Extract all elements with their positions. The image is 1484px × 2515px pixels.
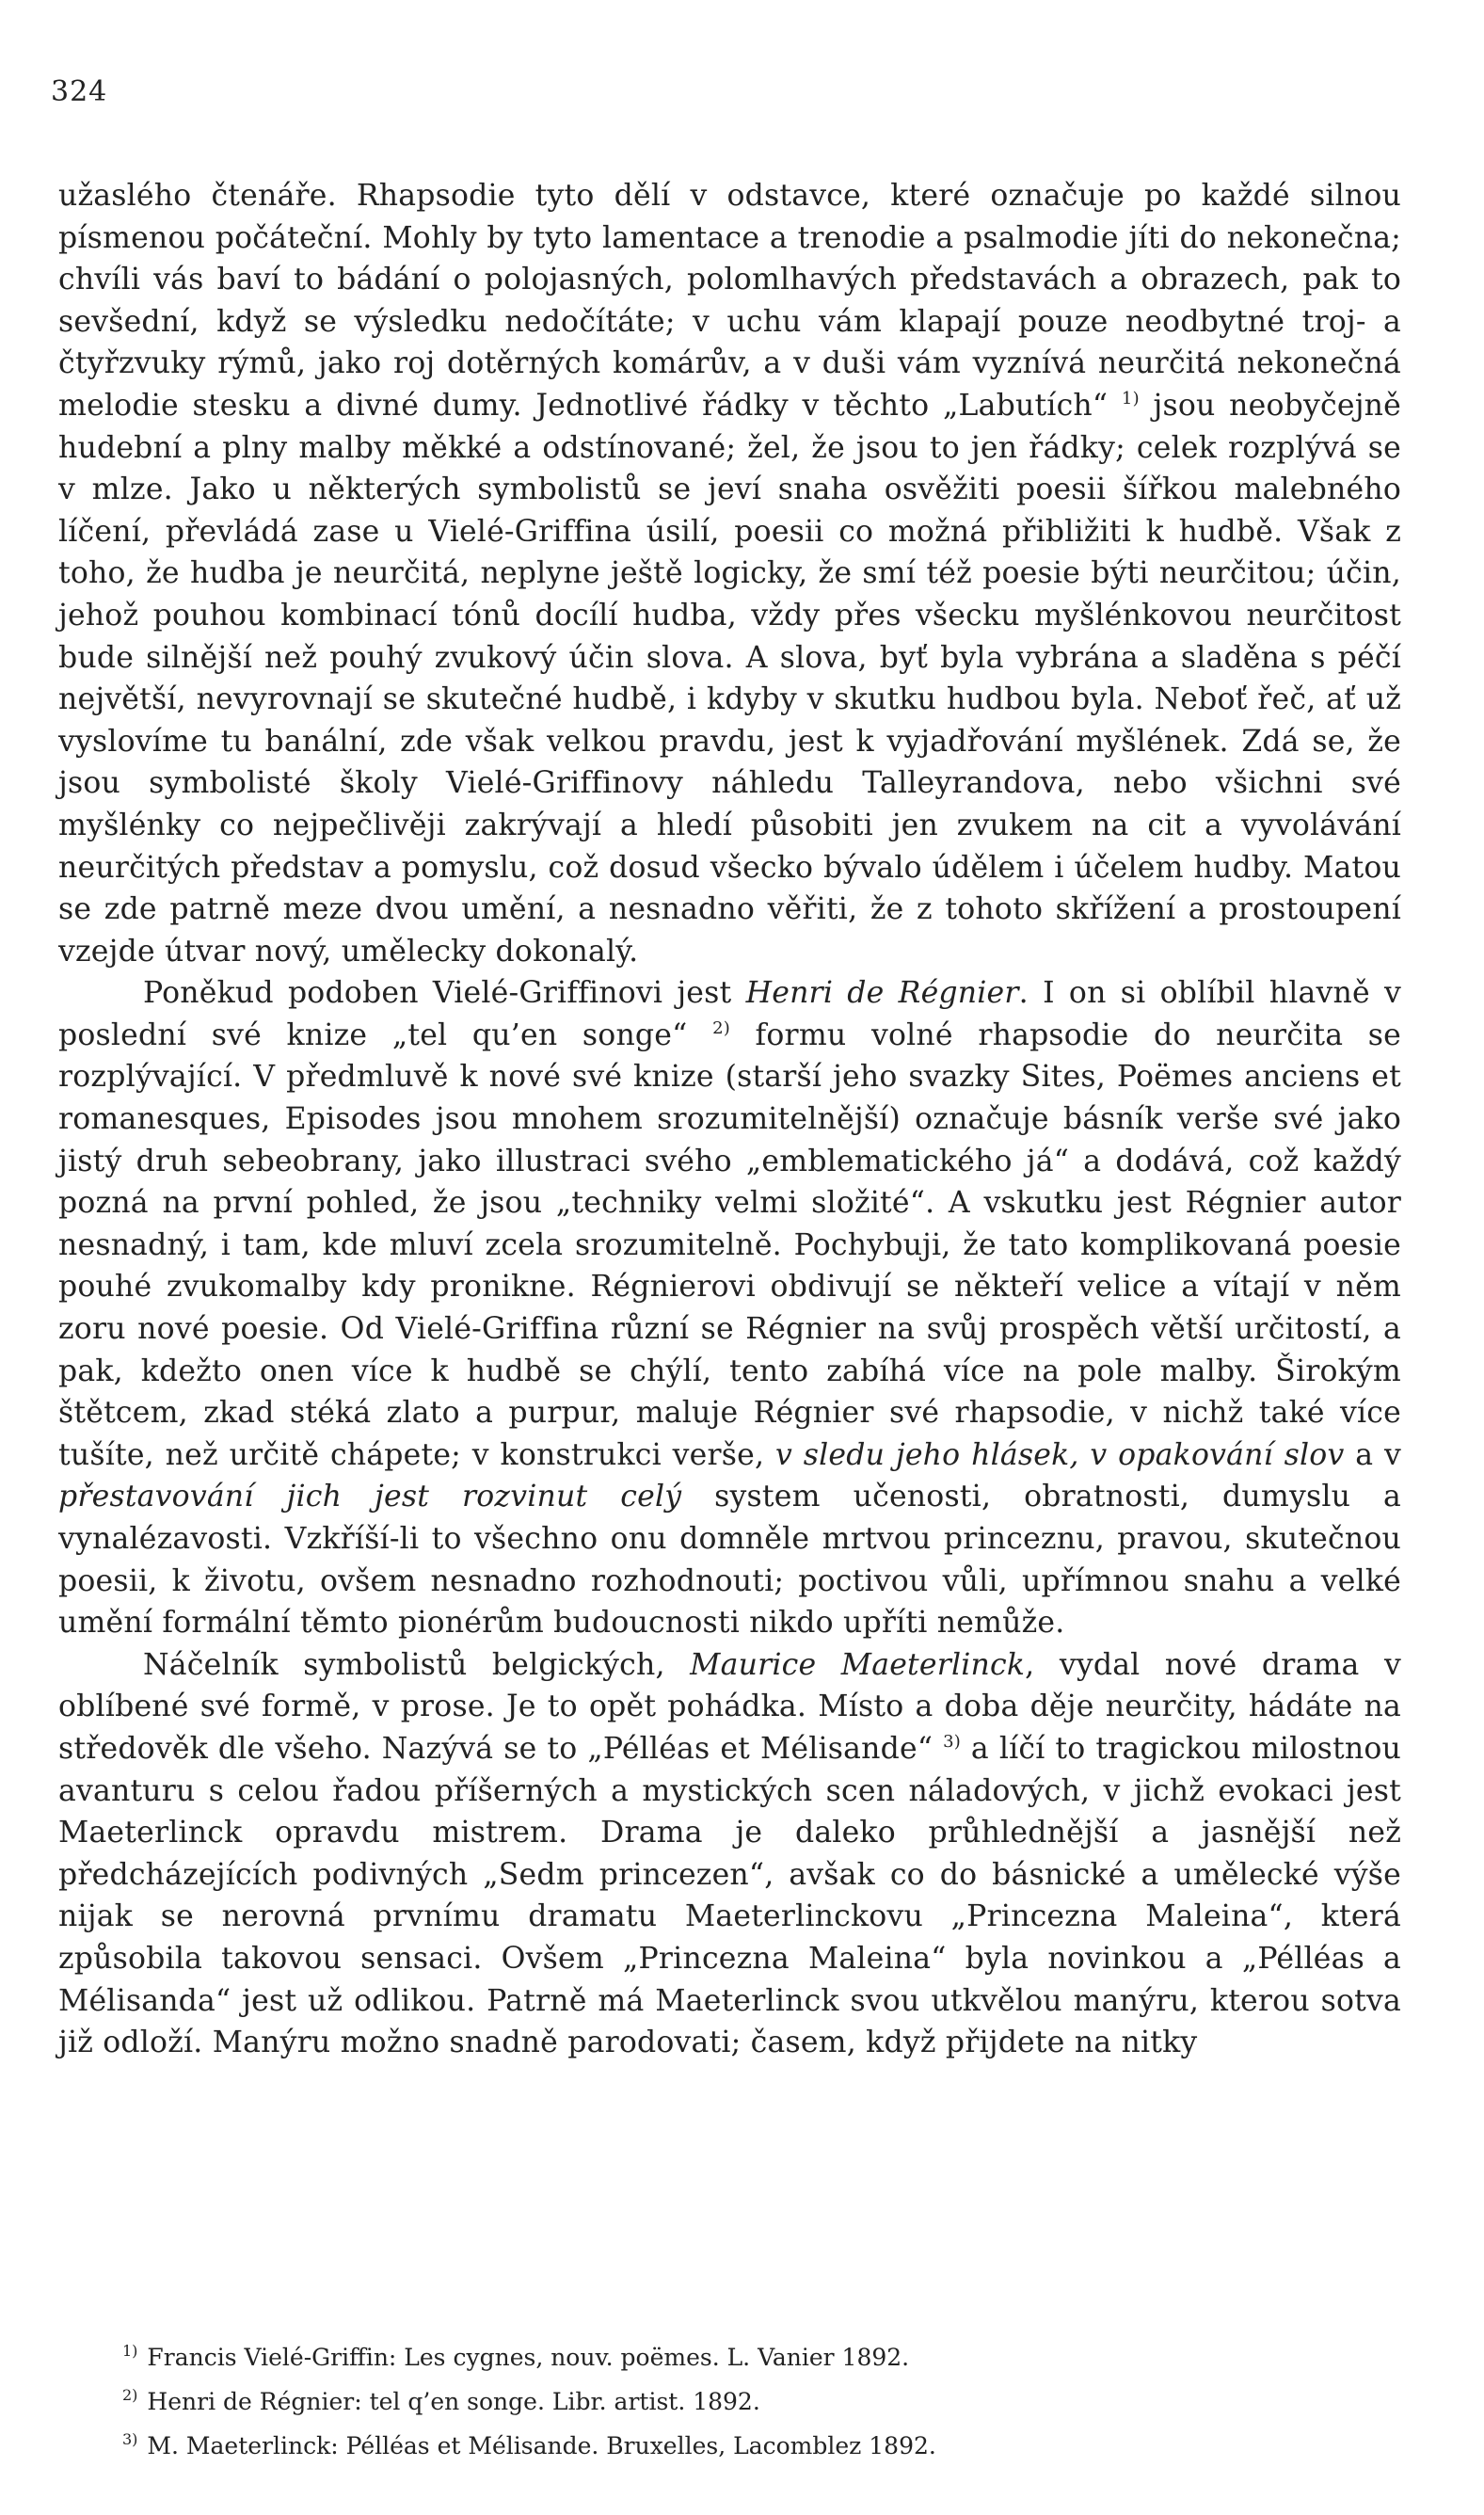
paragraph-2-text-b: . I on si oblíbil hlavně v poslední své knize „tel qu’en songe“ (58, 976, 1401, 1052)
paragraph-3-text-a: Náčelník symbolistů belgických, (143, 1647, 691, 1682)
paragraph-3-text-b: , vydal nové drama v oblíbené své formě, v prose. Je to opět pohádka. Místo a doba děje neurčity, hádáte na středověk dle všeho. Nazývá se to „Pélléas et Mélisande“ (58, 1647, 1401, 1766)
footnote-1-text: Francis Vielé-Griffin: Les cygnes, nouv. poëmes. L. Vanier 1892. (147, 2344, 910, 2371)
page-number: 324 (51, 75, 108, 108)
author-name-regnier: Henri de Régnier (745, 976, 1019, 1011)
footnote-1 (122, 2332, 1401, 2377)
italic-phrase-2: přestavování jich jest rozvinut celý (58, 1480, 682, 1514)
italic-phrase-1: v sledu jeho hlásek, v opakování slov (774, 1437, 1345, 1472)
paragraph-3 (58, 1644, 1401, 2064)
body-text (58, 175, 1401, 2064)
paragraph-2 (58, 972, 1401, 1644)
footnote-ref-1: 1) (1121, 388, 1140, 408)
paragraph-1 (58, 175, 1401, 972)
paragraph-2-text-e: system učenosti, obratnosti, dumyslu a vynalézavosti. Vzkříší-li to všechno onu domněle mrtvou princeznu, pravou, skutečnou poesii, k životu, ovšem nesnadno rozhodnouti; poctivou vůli, upřímnou snahu a velké umění formální těmto pionérům budoucnosti nikdo upříti nemůže. (58, 1480, 1402, 1641)
paragraph-1-text-a: užaslého čtenáře. Rhapsodie tyto dělí v odstavce, které označuje po každé silnou písmenou počáteční. Mohly by tyto lamentace a trenodie a psalmodie jíti do nekonečna; chvíli vás baví to bádání o polojasných, polomlhavých představách a obrazech, pak to sevšední, když se výsledku nedočítáte; v uchu vám klapají pouze neodbytné troj- a čtyřzvuky rýmů, jako roj dotěrných komárův, a v duši vám vyznívá neurčitá nekonečná melodie stesku a divné dumy. Jednotlivé řádky v těchto „Labutích“ (58, 179, 1401, 423)
footnote-3-mark: 3) (122, 2430, 138, 2448)
paragraph-1-text-b: jsou neobyčejně hudební a plny malby měkké a odstínované; žel, že jsou to jen řádky; celek rozplývá se v mlze. Jako u některých symbolistů se jeví snaha osvěžiti poesii šířkou malebného líčení, převládá zase u Vielé-Griffina úsilí, poesii co možná přibližiti k hudbě. Však z toho, že hudba je neurčitá, neplyne ještě logicky, že smí též poesie býti neurčitou; účin, jehož pouhou kombinací tónů docílí hudba, vždy přes všecku myšlénkovou neurčitost bude silnější než pouhý zvukový účin slova. A slova, byť byla vybrána a sladěna s péčí největší, nevyrovnají se skutečné hudbě, i kdyby v skutku hudbou byla. Neboť řeč, ať už vyslovíme tu banální, zde však velkou pravdu, jest k vyjadřování myšlének. Zdá se, že jsou symbolisté školy Vielé-Griffinovy náhledu Talleyrandova, nebo všichni své myšlénky co nejpečlivěji zakrývají a hledí působiti jen zvukem na cit a vyvolávání neurčitých představ a pomyslu, což dosud všecko bývalo údělem i účelem hudby. Matou se zde patrně meze dvou umění, a nesnadno věřiti, že z tohoto skřížení a prostoupení vzejde útvar nový, umělecky dokonalý. (58, 388, 1401, 969)
footnote-ref-2: 2) (712, 1017, 730, 1038)
footnote-2-mark: 2) (122, 2386, 138, 2404)
paragraph-2-text-d: a v (1344, 1437, 1401, 1472)
footnote-1-mark: 1) (122, 2342, 138, 2360)
paragraph-2-text-c: formu volné rhapsodie do neurčita se rozplývající. V předmluvě k nové své knize (starší jeho svazky Sites, Poëmes anciens et romanesques, Episodes jsou mnohem srozumitelnější) označuje básník verše své jako jistý druh sebeobrany, jako illustraci svého „emblematického já“ a dodává, což každý pozná na první pohled, že jsou „techniky velmi složité“. A vskutku jest Régnier autor nesnadný, i tam, kde mluví zcela srozumitelně. Pochybuji, že tato komplikovaná poesie pouhé zvukomalby kdy pronikne. Régnierovi obdivují se někteří velice a vítají v něm zoru nové poesie. Od Vielé-Griffina různí se Régnier na svůj prospěch větší určitostí, a pak, kdežto onen více k hudbě se chýlí, tento zabíhá více na pole malby. Širokým štětcem, zkad stéká zlato a purpur, maluje Régnier své rhapsodie, v nichž také více tušíte, než určitě chápete; v konstrukci verše, (58, 1017, 1402, 1472)
paragraph-3-text-c: a líčí to tragickou milostnou avanturu s celou řadou příšerných a mystických scen náladových, v jichž evokaci jest Maeterlinck opravdu mistrem. Drama je daleko průhlednější a jasnější než předcházejících podivných „Sedm princezen“, avšak co do básnické a umělecké výše nijak se nerovná prvnímu dramatu Maeterlinckovu „Princezna Maleina“, která způsobila takovou sensaci. Ovšem „Princezna Maleina“ byla novinkou a „Pélléas a Mélisanda“ jest už odlikou. Patrně má Maeterlinck svou utkvělou manýru, kterou sotva již odloží. Manýru možno snadně parodovati; časem, když přijdete na nitky (58, 1731, 1401, 2060)
footnote-2-text: Henri de Régnier: tel q’en songe. Libr. artist. 1892. (147, 2388, 760, 2415)
footnote-2 (122, 2377, 1401, 2421)
footnote-3 (122, 2421, 1401, 2465)
footnote-3-text: M. Maeterlinck: Pélléas et Mélisande. Bruxelles, Lacomblez 1892. (147, 2432, 936, 2459)
paragraph-2-text-a: Poněkud podoben Vielé-Griffinovi jest (143, 976, 746, 1011)
footnote-ref-3: 3) (943, 1731, 961, 1752)
footnotes (122, 2332, 1401, 2465)
author-name-maeterlinck: Maurice Maeterlinck (690, 1647, 1026, 1682)
